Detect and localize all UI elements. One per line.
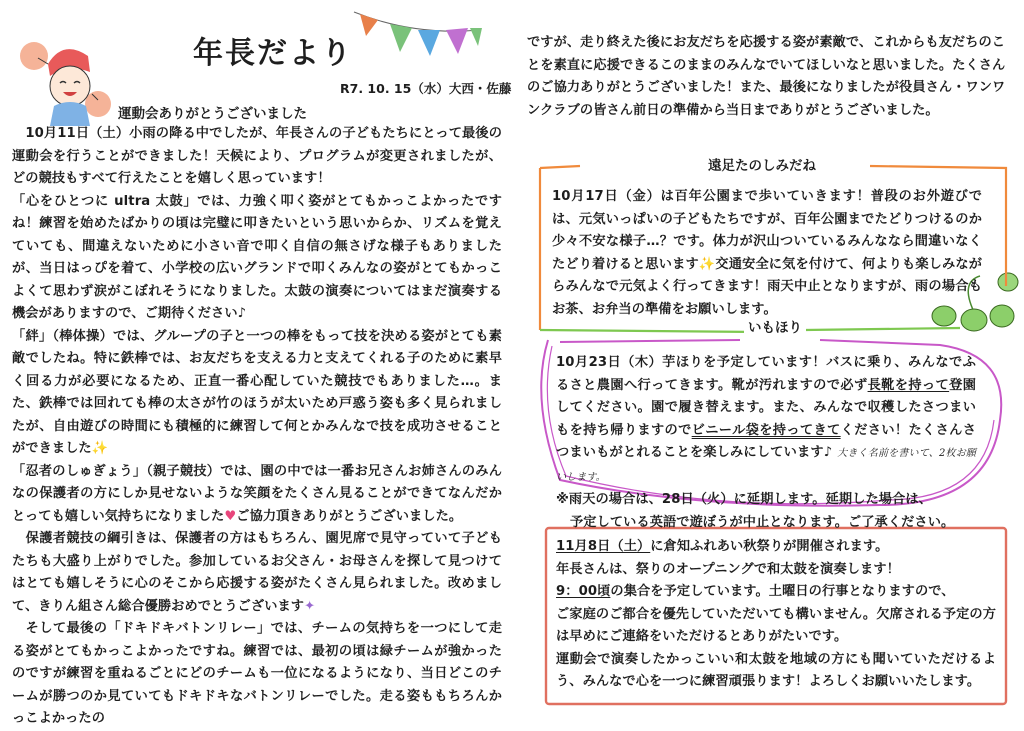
sparkle-icon: ✨ (91, 441, 109, 456)
matsuri-headline (556, 536, 996, 559)
imohori-rain-note: ※雨天の場合は、28日（火）に延期します。延期した場合は、 (556, 492, 932, 507)
imohori-handwritten-note: 大きく名前を書いて、2枚お願いします。 (556, 448, 977, 483)
undokai-body (12, 123, 502, 731)
matsuri-line-4: 運動会で演奏したかっこいい和太鼓を地域の方にも聞いていただけるよう、みんなで心を一つに練習頑張ります！よろしくお願いいたします。 (556, 651, 996, 689)
imohori-text-c: ください！たくさんさつまいもがとれることを楽しみにしています♪ (556, 422, 977, 460)
ensoku-paragraph (552, 186, 982, 321)
undokai-continuation: ですが、走り終えた後にお友だちを応援する姿が素敵で、これからも友だちのことを素直に応援できるこのままのみんなでいてほしいなと思いました。たくさんのご協力ありがとうございました！また、最後になりましたが役員さん・ワンワンクラブの皆さん前日の準備から当日までありがとうございました。 (527, 35, 1006, 118)
imohori-heading: いもほり (744, 318, 806, 338)
party-popper-icon: ✦ (304, 598, 316, 614)
undokai-paragraph-1: 10月11日（土）小雨の降る中でしたが、年長さんの子どもたちにとって最後の運動会を行うことができました！天候により、プログラムが変更されましたが、どの競技もすべて行えたことを嬉しく思っています！ (12, 126, 502, 186)
imohori-paragraph (556, 352, 976, 489)
undokai-paragraph-2: 「心をひとつに ultra 太鼓」では、力強く叩く姿がとてもかっこよかったですね！練習を始めたばかりの頃は完璧に叩きたいという思いからか、リズムを覚えていても、間違えないために小さい音で叩く自信の無さげな様子もありましたが、当日はっぴを着て、小学校の広いグランドで叩くみんなの姿がとてもかっこよくて思わず涙がこぼれそうになりました。太鼓の演奏についてはまだ演奏する機会がありますので、ご期待ください♪ (12, 193, 502, 321)
page-title: 年長だより (193, 36, 353, 71)
date-and-authors: R7. 10. 15（水）大西・佐藤 (340, 81, 512, 96)
imohori-body (556, 352, 976, 534)
heart-icon: ♥ (224, 508, 237, 524)
matsuri-headline-rest: に倉知ふれあい秋祭りが開催されます。 (650, 539, 889, 554)
undokai-paragraph-4 (12, 461, 502, 529)
matsuri-time: 9：00頃 (556, 584, 611, 599)
undokai-paragraph-4-text: 「忍者のしゅぎょう」（親子競技）では、園の中では一番お兄さんお姉さんのみんなの保護者の方にしか見せないような笑顔をたくさん見ることができてなんだかとっても嬉しい気持ちになりました (12, 463, 502, 524)
ensoku-body (552, 186, 982, 321)
imohori-text-b: 登園してください。園で履き替えます。また、みんなで収穫したさつまいもを持ち帰りますので (556, 377, 977, 438)
imohori-boots-underlined: 長靴を持って (867, 377, 950, 393)
ensoku-heading: 遠足たのしみだね (704, 156, 820, 176)
undokai-paragraph-5-text: 保護者競技の綱引きは、保護者の方はもちろん、園児席で見守っていて子どもたちも大盛り上がりでした。参加しているお父さん・お母さんを探して見つけてはとても嬉しそうに心のそこから応援する姿がたくさん見られました。改めまして、きりん組さん総合優勝おめでとうございます (12, 531, 502, 614)
matsuri-line-3: ご家庭のご都合を優先していただいても構いません。欠席される予定の方は早めにご連絡をいただけるとありがたいです。 (556, 606, 996, 644)
undokai-paragraph-5 (12, 528, 502, 618)
matsuri-body (556, 536, 996, 694)
undokai-paragraph-6: そして最後の「ドキドキバトンリレー」では、チームの気持ちを一つにして走る姿がとてもかっこよかったですね。練習では、最初の頃は緑チームが強かったのですが練習を重ねるごとにどのチームも一位になるようになり、当日どこのチームが勝つのか見ていてもドキドキなバトンリレーでした。走る姿ももちろんかっこよかったの (12, 621, 502, 726)
matsuri-line-2 (556, 581, 996, 604)
undokai-paragraph-3-text: 「絆」（棒体操）では、グループの子と一つの棒をもって技を決める姿がとても素敵でしたね。特に鉄棒では、お友だちを支える力と支えてくれる子のために素早く回る力が必要になるため、正直一番心配していた競技でもありました…。また、鉄棒では回れても棒の太さが竹のほうが太いため戸惑う姿も多く見られましたが、自由遊びの時間にも積極的に練習して何とかみんなで技を成功させることができました (12, 328, 502, 456)
imohori-bag-underlined: ビニール袋を持ってきて (691, 422, 841, 438)
undokai-paragraph-3 (12, 326, 502, 461)
imohori-text-a: 10月23日（木）芋ほりを予定しています！バスに乗り、みんなでふるさと農園へ行ってきます。靴が汚れますので必ず (556, 355, 976, 393)
matsuri-date: 11月8日（土） (556, 539, 651, 554)
matsuri-line-1: 年長さんは、祭りのオープニングで和太鼓を演奏します！ (556, 561, 900, 577)
undokai-paragraph-4-thanks: ご協力頂きありがとうございました。 (236, 508, 463, 524)
imohori-rain-note-2: 予定している英語で遊ぼうが中止となります。ご了承ください。 (570, 514, 955, 530)
ensoku-text-a: 10月17日（金）は百年公園まで歩いていきます！普段のお外遊びでは、元気いっぱいの子どもたちですが、百年公園までたどりつけるのか少々不安な様子…？です。体力が沢山ついているみんななら間違いなくたどり着けると思います (552, 189, 982, 272)
undokai-heading: 運動会ありがとうございました (118, 106, 307, 122)
ensoku-text-b: 交通安全に気を付けて、何よりも楽しみながらみんなで元気よく行ってきます！雨天中止となりますが、雨の場合もお茶、お弁当の準備をお願いします。 (552, 256, 983, 317)
matsuri-line-2-rest: の集合を予定しています。土曜日の行事となりますので、 (610, 584, 955, 599)
sparkle-icon: ✨ (698, 256, 716, 272)
